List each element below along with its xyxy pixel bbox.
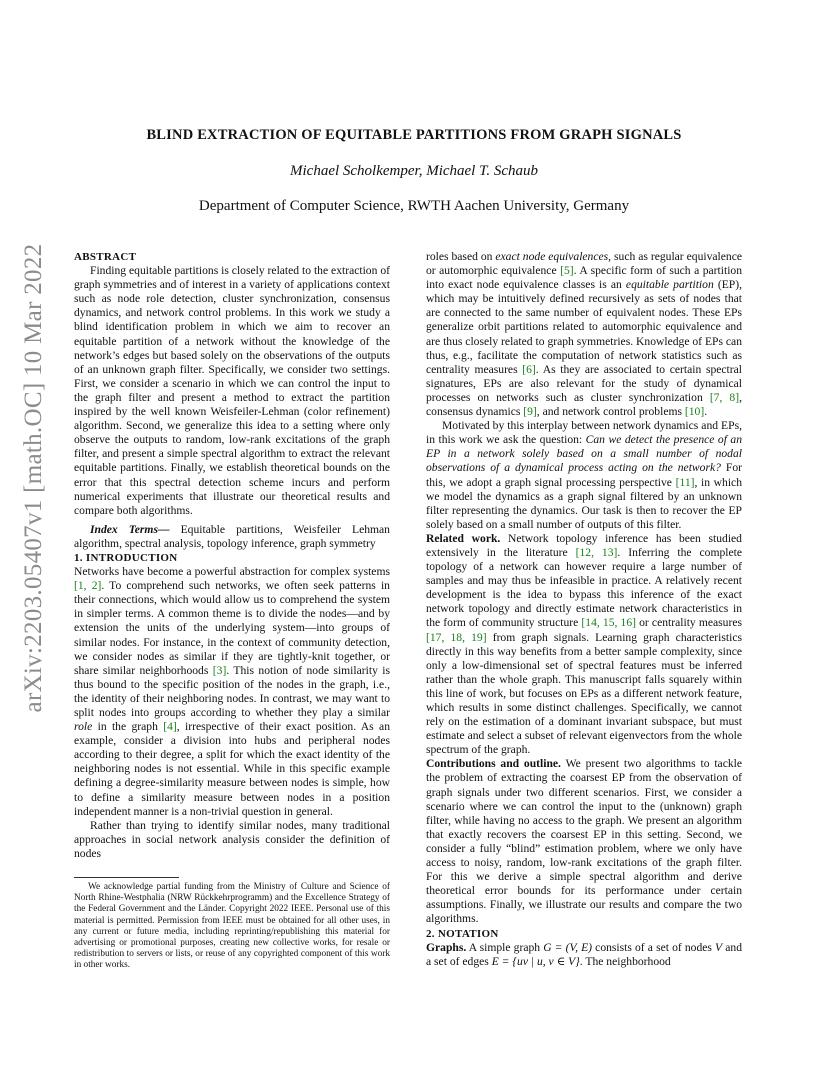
citation-link[interactable]: [3] [212, 663, 227, 677]
notation-heading: 2. NOTATION [426, 927, 499, 940]
citation-link[interactable]: [12, 13] [575, 545, 618, 559]
paper-title: BLIND EXTRACTION OF EQUITABLE PARTITIONS FROM GRAPH SIGNALS [146, 127, 682, 143]
left-column [74, 250, 390, 861]
citation-link[interactable]: [11] [675, 475, 695, 489]
graphs-paragraph: Graphs. A simple graph G = (V, E) consists of a set of nodes V and a set of edges E = {uv | u, v ∈ V}. The neighborhood [426, 940, 742, 968]
related-work-paragraph: Related work. Network topology inference has been studied extensively in the literature [12, 13]. Inferring the complete topology of a network can however require a large number of samples and may thus be infeasible in practice. A relatively recent development is the idea to bypass this inference of the exact network topology and directly estimate network characteristics in the form of community structure [14, 15, 16] or centrality measures [17, 18, 19] from graph signals. Learning graph characteristics directly in this way benefits from a better sample complexity, since only a low-dimensional set of spectral features must be inferred rather than the whole graph. This manuscript falls squarely within this line of work, but focuses on EPs as a different network feature, which results in some distinct challenges. Specifically, we cannot rely on the estimation of a dominant invariant subspace, but must estimate and select a subset of relevant eigenvectors from the whole spectrum of the graph. [426, 531, 742, 757]
paper-affiliation: Department of Computer Science, RWTH Aachen University, Germany [198, 198, 630, 214]
index-terms-label: Index Terms— [90, 522, 170, 536]
footnote [74, 877, 390, 972]
contributions-paragraph: Contributions and outline. We present two algorithms to tackle the problem of extracting the coarsest EP from the observation of graph signals under two different scenarios. First, we consider a scenario where we can control the input to the (unknown) graph filter, while having no access to the graph. We present an algorithm that exactly recovers the coarsest EP in this setting. Second, we consider a fully “blind” estimation problem, where we only have access to noisy, random, low-rank excitations of the graph filter. For this we derive a simple spectral algorithm and derive theoretical error bounds for its performance under certain assumptions. Finally, we illustrate our results and compare the two algorithms. [426, 757, 743, 926]
citation-link[interactable]: [4] [163, 720, 177, 734]
citation-link[interactable]: [9] [523, 405, 537, 419]
intro-paragraph-1: Networks have become a powerful abstraction for complex systems [1, 2]. To comprehend such networks, we often seek patterns in their connections, which would allow us to comprehend the system in simpler terms. A common theme is to divide the nodes—and by extension the units of the underlying system—into groups of similar nodes. For instance, in the context of community detection, we consider nodes as similar if they are tightly-knit together, or share similar neighborhoods [3]. This notion of node similarity is thus bound to the specific position of the nodes in the graph, i.e., the identity of their neighboring nodes. In contrast, we may want to split nodes into groups according to whether they play a similar role in the graph [4], irrespective of their exact position. As an example, consider a division into hubs and peripheral nodes according to their degree, a split for which the exact identity of the neighboring nodes is not essential. While in this specific example defining a degree-similarity measure between nodes is simple, how to define a similarity measure between nodes in a position independent manner is a non-trivial question in general. [74, 565, 390, 818]
index-terms-text: Equitable partitions, Weisfeiler Lehman algorithm, spectral analysis, topology inference, graph symmetry [74, 522, 390, 550]
citation-link[interactable]: [6] [522, 362, 536, 376]
related-work-heading: Related work. [426, 531, 501, 545]
contributions-heading: Contributions and outline. [426, 757, 561, 771]
roles-paragraph: roles based on exact node equivalences, such as regular equivalence or automorphic equivalence [5]. A specific form of such a partition into exact node equivalence classes is an equitable partition (EP), which may be intuitively defined recursively as sets of nodes that are connected to the same number of equivalent nodes. These EPs generalize orbit partitions related to automorphic equivalence and are thus closely related to graph symmetries. Knowledge of EPs can thus, e.g., facilitate the computation of network statistics such as centrality measures [6]. As they are associated to certain spectral signatures, EPs are also relevant for the study of dynamical processes on networks such as cluster synchronization [7, 8], consensus dynamics [9], and network control problems [10]. [426, 250, 743, 419]
citation-link[interactable]: [7, 8] [709, 390, 740, 404]
footnote-rule [74, 877, 179, 878]
abstract-heading: ABSTRACT [74, 251, 137, 263]
citation-link[interactable]: [14, 15, 16] [581, 616, 636, 630]
right-column [426, 250, 742, 969]
abstract-text: Finding equitable partitions is closely related to the extraction of graph symmetries and of interest in a variety of applications context such as node role detection, cluster synchronization, consensus dynamics, and network control problems. In this work we study a blind identification problem in which we aim to recover an equitable partition of a network without the knowledge of the network’s edges but based solely on the observations of the outputs of an unknown graph filter. Specifically, we consider two settings. First, we consider a scenario in which we can control the input to the graph filter and present a method to extract the partition inspired by the well known Weisfeiler-Lehman (color refinement) algorithm. Second, we generalize this idea to a setting where only observe the outputs to random, low-rank excitations of the graph filter, and present a simple spectral algorithm to extract the relevant equitable partitions. Finally, we establish theoretical bounds on the error that this spectral detection scheme incurs and perform numerical experiments that illustrate our theoretical results and compare both algorithms. [74, 264, 390, 517]
graphs-heading: Graphs. [426, 940, 467, 954]
citation-link[interactable]: [10] [684, 405, 705, 419]
footnote-text: We acknowledge partial funding from the Ministry of Culture and Science of North Rhine-Westphalia (NRW Rückkehrprogramm) and the Excellence Strategy of the Federal Government and the Länder. Copyright 2022 IEEE. Personal use of this material is permitted. Permission from IEEE must be obtained for all other uses, in any current or future media, including reprinting/republishing this material for advertising or promotional purposes, creating new collective works, for resale or redistribution to servers or lists, or reuse of any copyrighted component of this work in other works. [74, 882, 390, 971]
paper-authors: Michael Scholkemper, Michael T. Schaub [290, 163, 538, 179]
arxiv-identifier: arXiv:2203.05407v1 [math.OC] 10 Mar 2022 [20, 243, 47, 713]
citation-link[interactable]: [5] [560, 264, 574, 278]
motivation-paragraph: Motivated by this interplay between network dynamics and EPs, in this work we ask the question: Can we detect the presence of an EP in a network solely based on a small number of nodal observations of a dynamical process acting on the network? For this, we adopt a graph signal processing perspective [11], in which we model the dynamics as a graph signal filtered by an unknown filter representing the dynamics. Our task is then to recover the EP solely based on a small number of outputs of this filter. [426, 419, 743, 531]
citation-link[interactable]: [1, 2] [74, 579, 102, 593]
introduction-heading: 1. INTRODUCTION [74, 551, 178, 564]
intro-paragraph-2: Rather than trying to identify similar nodes, many traditional approaches in social network analysis consider the definition of nodes [74, 818, 390, 860]
index-terms [74, 523, 390, 551]
citation-link[interactable]: [17, 18, 19] [426, 630, 487, 644]
